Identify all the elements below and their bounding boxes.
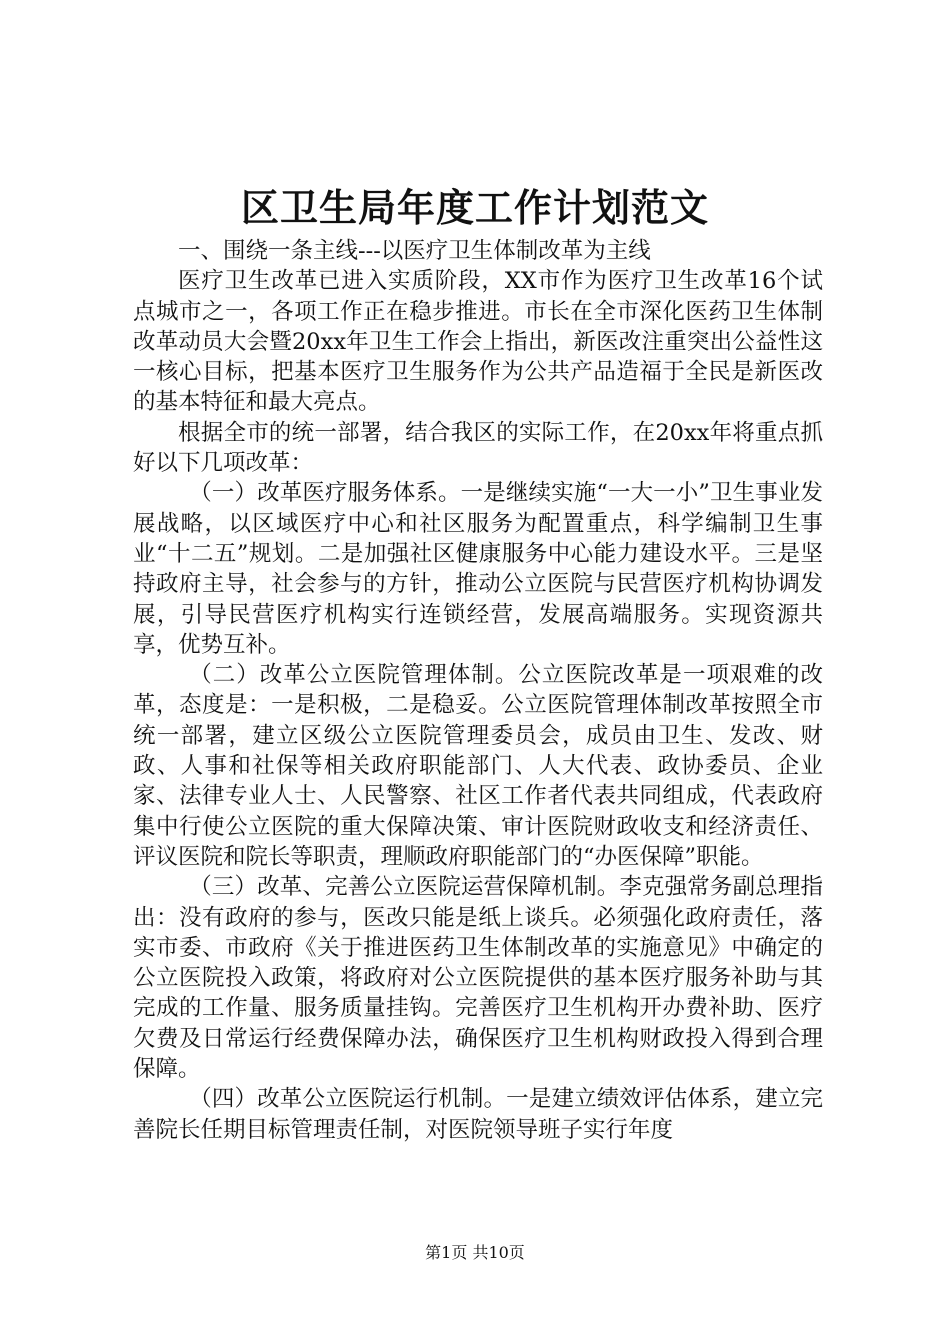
- paragraph-section-heading: 一、围绕一条主线---以医疗卫生体制改革为主线: [178, 238, 651, 264]
- document-title: 区卫生局年度工作计划范文: [240, 185, 709, 230]
- document-body: [133, 236, 823, 1145]
- paragraph: 医疗卫生改革已进入实质阶段，XX市作为医疗卫生改革16个试点城市之一，各项工作正在稳步推进。市长在全市深化医药卫生体制改革动员大会暨20xx年卫生工作会上指出，新医改注重突出公益性这一核心目标，把基本医疗卫生服务作为公共产品造福于全民是新医改的基本特征和最大亮点。: [133, 268, 823, 416]
- page-number-footer: 第1页 共10页: [425, 1243, 525, 1262]
- paragraph-item-3: （三）改革、完善公立医院运营保障机制。李克强常务副总理指出：没有政府的参与，医改只能是纸上谈兵。必须强化政府责任，落实市委、市政府《关于推进医药卫生体制改革的实施意见》中确定的公立医院投入政策，将政府对公立医院提供的基本医疗服务补助与其完成的工作量、服务质量挂钩。完善医疗卫生机构开办费补助、医疗欠费及日常运行经费保障办法，确保医疗卫生机构财政投入得到合理保障。: [133, 874, 823, 1083]
- paragraph: 根据全市的统一部署，结合我区的实际工作，在20xx年将重点抓好以下几项改革：: [133, 419, 823, 477]
- paragraph-item-4: （四）改革公立医院运行机制。一是建立绩效评估体系，建立完善院长任期目标管理责任制，对医院领导班子实行年度: [133, 1086, 823, 1143]
- paragraph-item-2: （二）改革公立医院管理体制。公立医院改革是一项艰难的改革，态度是：一是积极，二是稳妥。公立医院管理体制改革按照全市统一部署，建立区级公立医院管理委员会，成员由卫生、发改、财政、人事和社保等相关政府职能部门、人大代表、政协委员、企业家、法律专业人士、人民警察、社区工作者代表共同组成，代表政府集中行使公立医院的重大保障决策、审计医院财政收支和经济责任、评议医院和院长等职责，理顺政府职能部门的“办医保障”职能。: [133, 662, 823, 870]
- paragraph-item-1: （一）改革医疗服务体系。一是继续实施“一大一小”卫生事业发展战略，以区域医疗中心和社区服务为配置重点，科学编制卫生事业“十二五”规划。二是加强社区健康服务中心能力建设水平。三是坚持政府主导，社会参与的方针，推动公立医院与民营医疗机构协调发展，引导民营医疗机构实行连锁经营，发展高端服务。实现资源共享，优势互补。: [133, 480, 823, 658]
